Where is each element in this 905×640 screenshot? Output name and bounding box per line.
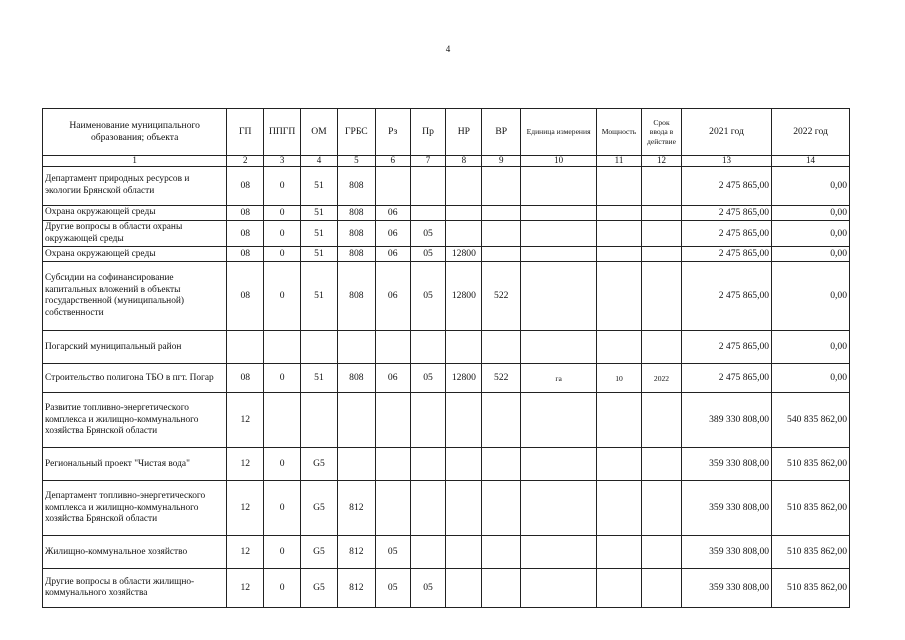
table-cell: 510 835 862,00 [772,569,850,608]
table-cell: 2 475 865,00 [681,167,771,206]
table-cell [642,220,682,247]
table-cell: 0,00 [772,220,850,247]
table-cell: 510 835 862,00 [772,448,850,481]
table-cell [410,393,446,448]
header-cell: Единица измерения [521,109,597,156]
table-cell: 12 [227,448,264,481]
table-cell: 12 [227,481,264,536]
table-cell: 0,00 [772,364,850,393]
table-cell [596,448,641,481]
table-cell [596,167,641,206]
table-cell [642,448,682,481]
table-cell: G5 [301,536,338,569]
table-cell [482,247,521,262]
row-name-cell: Департамент топливно-энергетического комплекса и жилищно-коммунального хозяйства Брянской области [43,481,227,536]
table-cell: 808 [337,206,375,221]
table-cell: 12 [227,393,264,448]
budget-table [42,108,850,608]
table-cell: 12800 [446,262,482,331]
table-cell [446,569,482,608]
row-name-cell: Департамент природных ресурсов и экологии Брянской области [43,167,227,206]
table-row [43,393,850,448]
table-cell [596,220,641,247]
column-number: 2 [227,156,264,167]
column-number: 14 [772,156,850,167]
table-cell: 08 [227,247,264,262]
table-cell: 812 [337,569,375,608]
table-cell [264,331,301,364]
table-cell [521,206,597,221]
table-cell: 0 [264,536,301,569]
table-cell: 359 330 808,00 [681,536,771,569]
table-cell: 522 [482,364,521,393]
table-row [43,448,850,481]
header-cell: 2022 год [772,109,850,156]
row-name-cell: Строительство полигона ТБО в пгт. Погар [43,364,227,393]
table-cell: 51 [301,167,338,206]
table-cell [482,569,521,608]
column-number: 5 [337,156,375,167]
table-cell: 05 [410,262,446,331]
column-number: 6 [375,156,410,167]
table-cell [227,331,264,364]
table-cell [410,331,446,364]
table-cell: 51 [301,247,338,262]
table-cell [596,393,641,448]
table-cell [642,167,682,206]
table-cell [482,481,521,536]
table-cell: 0 [264,247,301,262]
table-cell [410,448,446,481]
row-name-cell: Субсидии на софинансирование капитальных вложений в объекты государственной (муниципальной) собственности [43,262,227,331]
column-number: 4 [301,156,338,167]
table-cell: 808 [337,167,375,206]
header-cell: Рз [375,109,410,156]
table-cell: 10 [596,364,641,393]
table-cell [337,448,375,481]
row-name-cell: Погарский муниципальный район [43,331,227,364]
table-cell: 05 [375,569,410,608]
column-number: 3 [264,156,301,167]
table-cell: 522 [482,262,521,331]
table-cell [446,206,482,221]
table-cell: 808 [337,364,375,393]
header-cell: ГП [227,109,264,156]
table-cell [264,393,301,448]
table-cell [642,536,682,569]
table-cell: 0 [264,448,301,481]
column-number: 8 [446,156,482,167]
table-cell [482,331,521,364]
table-cell [596,481,641,536]
table-cell: 51 [301,262,338,331]
table-cell: 06 [375,364,410,393]
table-cell: 0,00 [772,331,850,364]
table-cell [375,167,410,206]
column-number: 7 [410,156,446,167]
header-cell: ОМ [301,109,338,156]
table-cell [337,331,375,364]
table-cell: 2 475 865,00 [681,364,771,393]
row-name-cell: Охрана окружающей среды [43,247,227,262]
table-cell: 2 475 865,00 [681,220,771,247]
table-cell: 51 [301,206,338,221]
table-row [43,247,850,262]
table-cell: 540 835 862,00 [772,393,850,448]
row-name-cell: Другие вопросы в области жилищно-коммунального хозяйства [43,569,227,608]
table-cell [521,262,597,331]
column-number: 10 [521,156,597,167]
table-cell: 06 [375,206,410,221]
table-cell: 0,00 [772,206,850,221]
table-cell [410,167,446,206]
column-number: 9 [482,156,521,167]
table-cell: 08 [227,206,264,221]
table-cell: 510 835 862,00 [772,481,850,536]
table-row [43,262,850,331]
table-cell [596,206,641,221]
table-cell: G5 [301,448,338,481]
table-cell: 0 [264,481,301,536]
header-cell: НР [446,109,482,156]
table-cell: га [521,364,597,393]
table-cell: 0 [264,206,301,221]
header-cell: 2021 год [681,109,771,156]
row-name-cell: Охрана окружающей среды [43,206,227,221]
table-cell: 0 [264,262,301,331]
row-name-cell: Другие вопросы в области охраны окружающей среды [43,220,227,247]
table-cell: 359 330 808,00 [681,481,771,536]
column-number: 12 [642,156,682,167]
table-cell: 0,00 [772,167,850,206]
table-cell [410,481,446,536]
table-row [43,364,850,393]
table-cell: 0 [264,167,301,206]
table-cell: 812 [337,536,375,569]
table-cell: 812 [337,481,375,536]
table-cell [337,393,375,448]
column-number-row [43,156,850,167]
table-cell [446,220,482,247]
table-cell [446,536,482,569]
table-cell [446,481,482,536]
table-cell: 359 330 808,00 [681,569,771,608]
table-cell [446,448,482,481]
table-cell: 06 [375,262,410,331]
table-cell [446,393,482,448]
page-number: 4 [445,44,451,54]
table-cell [642,481,682,536]
table-cell: 08 [227,262,264,331]
table-cell: 06 [375,220,410,247]
table-cell [482,206,521,221]
header-row [43,109,850,156]
table-cell: 12800 [446,364,482,393]
table-cell: 0 [264,364,301,393]
table-cell [482,393,521,448]
table-cell [410,206,446,221]
column-number: 1 [43,156,227,167]
table-cell: 2 475 865,00 [681,206,771,221]
table-row [43,569,850,608]
table-cell [642,262,682,331]
table-cell [642,247,682,262]
table-cell: 08 [227,364,264,393]
table-cell: 808 [337,220,375,247]
table-cell: 808 [337,262,375,331]
table-cell [521,167,597,206]
row-name-cell: Жилищно-коммунальное хозяйство [43,536,227,569]
table-cell [596,569,641,608]
table-cell [642,206,682,221]
table-cell [521,331,597,364]
table-row [43,481,850,536]
table-cell: 12 [227,536,264,569]
header-cell: ГРБС [337,109,375,156]
table-cell: 12 [227,569,264,608]
table-row [43,536,850,569]
table-row [43,206,850,221]
table-cell [596,247,641,262]
column-number: 13 [681,156,771,167]
table-cell [301,331,338,364]
column-number: 11 [596,156,641,167]
table-cell: 0,00 [772,247,850,262]
table-cell: 2 475 865,00 [681,262,771,331]
header-cell: Пр [410,109,446,156]
table-cell: 06 [375,247,410,262]
table-cell [482,448,521,481]
table-cell [521,481,597,536]
table-cell [446,167,482,206]
table-cell [596,536,641,569]
table-cell [596,262,641,331]
table-cell [521,247,597,262]
table-cell: 359 330 808,00 [681,448,771,481]
table-row [43,167,850,206]
table-cell [446,331,482,364]
table-cell: G5 [301,569,338,608]
header-cell: ППГП [264,109,301,156]
table-cell [521,536,597,569]
table-cell: 05 [410,247,446,262]
table-cell [642,393,682,448]
table-cell [521,220,597,247]
table-cell [521,393,597,448]
table-cell [642,331,682,364]
table-cell: 05 [375,536,410,569]
table-row [43,220,850,247]
table-cell: 2 475 865,00 [681,331,771,364]
table-cell: 05 [410,220,446,247]
table-cell: 08 [227,220,264,247]
table-row [43,331,850,364]
header-cell: Наименование муниципального образования; объекта [43,109,227,156]
table-cell [375,331,410,364]
table-cell [521,569,597,608]
table-cell [410,536,446,569]
table-cell: 51 [301,220,338,247]
table-cell [596,331,641,364]
table-cell: 2 475 865,00 [681,247,771,262]
table-cell: 389 330 808,00 [681,393,771,448]
table-cell [642,569,682,608]
header-cell: Срок ввода в действие [642,109,682,156]
table-cell: 2022 [642,364,682,393]
table-cell: 05 [410,364,446,393]
table-cell: 12800 [446,247,482,262]
table-cell: 08 [227,167,264,206]
header-cell: ВР [482,109,521,156]
row-name-cell: Региональный проект "Чистая вода" [43,448,227,481]
table-cell [482,220,521,247]
table-cell [375,481,410,536]
table-cell [301,393,338,448]
table-cell: 05 [410,569,446,608]
table-cell [482,536,521,569]
table-cell [482,167,521,206]
table-cell: 510 835 862,00 [772,536,850,569]
table-cell: 808 [337,247,375,262]
table-cell: 0 [264,220,301,247]
row-name-cell: Развитие топливно-энергетического комплекса и жилищно-коммунального хозяйства Брянской области [43,393,227,448]
table-cell: 0 [264,569,301,608]
table-cell: 51 [301,364,338,393]
table-cell: 0,00 [772,262,850,331]
header-cell: Мощность [596,109,641,156]
table-cell [375,393,410,448]
table-cell: G5 [301,481,338,536]
table-cell [375,448,410,481]
table-cell [521,448,597,481]
